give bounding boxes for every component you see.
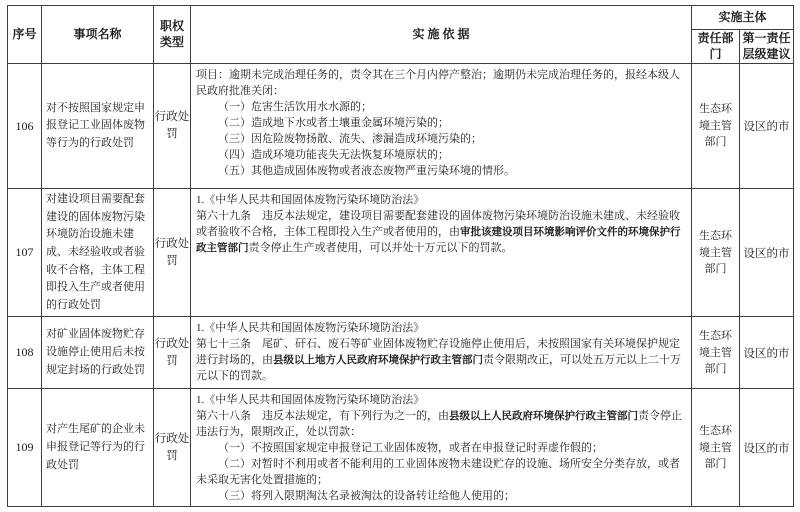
header-power-type: 职权类型 — [154, 6, 191, 64]
table-row-106 — [8, 64, 794, 189]
item-name-cell: 对建设项目需要配套建设的固体废物污染环境防治设施未建成、未经验收或者验收不合格，主体工程即投入生产或者使用的行政处罚 — [42, 189, 154, 317]
table-row-108 — [8, 317, 794, 389]
dept-cell: 生态环境主管部门 — [692, 389, 740, 507]
power-type-cell: 行政处罚 — [154, 389, 191, 507]
seq-cell: 107 — [8, 189, 42, 317]
power-type-cell: 行政处罚 — [154, 317, 191, 389]
basis-cell: 1.《中华人民共和国固体废物污染环境防治法》 第六十九条 违反本法规定，建设项目需要配套建设的固体废物污染环境防治设施未建成、未经验收或者验收不合格，主体工程即投入生产或者使用的，由审批该建设项目环境影响评价文件的环境保护行政主管部门责令停止生产或者使用，可以并处十万元以下的罚款。 — [191, 189, 692, 317]
power-list-table — [7, 5, 794, 507]
seq-cell: 109 — [8, 389, 42, 507]
level-cell: 设区的市 — [740, 189, 794, 317]
header-seq: 序号 — [8, 6, 42, 64]
power-type-cell: 行政处罚 — [154, 189, 191, 317]
seq-cell: 108 — [8, 317, 42, 389]
basis-cell: 1.《中华人民共和国固体废物污染环境防治法》 第六十八条 违反本法规定，有下列行为之一的，由县级以上人民政府环境保护行政主管部门责令停止违法行为，限期改正，处以罚款： （一）不按照国家规定申报登记工业固体废物，或者在申报登记时弄虚作假的； （二）对暂时不利用或者不能利用的工业固体废物未建设贮存的设施、场所安全分类存放，或者未采取无害化处置措施的； （三）将列入限期淘汰名录被淘汰的设备转让给他人使用的； — [191, 389, 692, 507]
item-name-cell: 对矿业固体废物贮存设施停止使用后未按规定封场的行政处罚 — [42, 317, 154, 389]
basis-cell: 1.《中华人民共和国固体废物污染环境防治法》 第七十三条 尾矿、矸石、废石等矿业固体废物贮存设施停止使用后，未按照国家有关环境保护规定进行封场的，由县级以上地方人民政府环境保护行政主管部门责令限期改正，可以处五万元以上二十万元以下的罚款。 — [191, 317, 692, 389]
header-dept: 责任部门 — [692, 30, 740, 64]
dept-cell: 生态环境主管部门 — [692, 64, 740, 189]
item-name-cell: 对产生尾矿的企业未申报登记等行为的行政处罚 — [42, 389, 154, 507]
table-row-109 — [8, 389, 794, 507]
level-cell: 设区的市 — [740, 317, 794, 389]
power-type-cell: 行政处罚 — [154, 64, 191, 189]
item-name-cell: 对不按照国家规定申报登记工业固体废物等行为的行政处罚 — [42, 64, 154, 189]
header-subject: 实施主体 — [692, 6, 794, 30]
dept-cell: 生态环境主管部门 — [692, 317, 740, 389]
header-level: 第一责任层级建议 — [740, 30, 794, 64]
level-cell: 设区的市 — [740, 389, 794, 507]
basis-cell: 项目：逾期未完成治理任务的，责令其在三个月内停产整治；逾期仍未完成治理任务的，报经本级人民政府批准关闭： （一）危害生活饮用水水源的； （二）造成地下水或者土壤重金属环境污染的； （三）因危险废物扬散、流失、渗漏造成环境污染的； （四）造成环境功能丧失无法恢复环境原状的； （五）其他造成固体废物或者液态废物严重污染环境的情形。 — [191, 64, 692, 189]
table-row-107 — [8, 189, 794, 317]
header-basis: 实 施 依 据 — [191, 6, 692, 64]
dept-cell: 生态环境主管部门 — [692, 189, 740, 317]
seq-cell: 106 — [8, 64, 42, 189]
level-cell: 设区的市 — [740, 64, 794, 189]
header-item-name: 事项名称 — [42, 6, 154, 64]
